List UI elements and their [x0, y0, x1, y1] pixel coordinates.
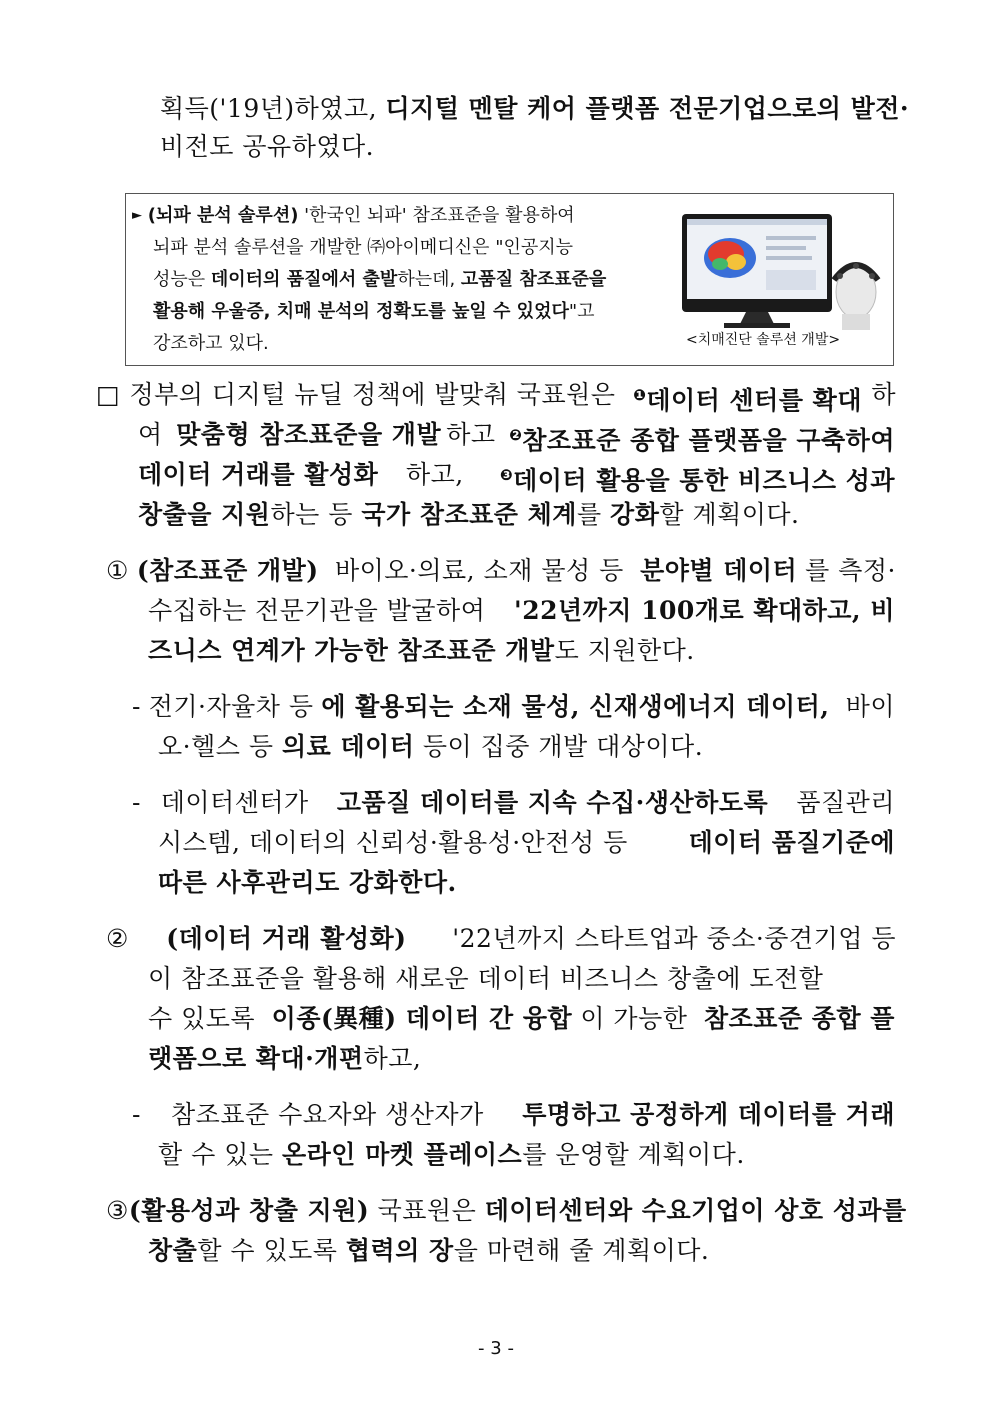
dash-text: 참조표준 수요자와 생산자가	[171, 1100, 493, 1129]
main-emphasis: $^❶$데이터 센터를 확대	[633, 386, 862, 415]
main-emphasis: $^❷$참조표준 종합 플랫폼을 구축하여	[509, 426, 895, 455]
section-emphasis: 협력의 장	[345, 1236, 454, 1265]
main-emphasis: $^❸$데이터 활용을 통한 비즈니스 성과	[499, 466, 895, 495]
s2-line-1	[106, 924, 896, 954]
box-text: 성능은	[153, 269, 211, 290]
main-emphasis: 창출을 지원	[138, 500, 271, 529]
circled-number-3: ❸	[499, 466, 514, 484]
s1-dash-2-line-1	[132, 788, 895, 818]
main-line-3	[138, 460, 895, 496]
s2-line-4	[148, 1044, 421, 1074]
dash-text: 시스템, 데이터의 신뢰성·활용성·안전성 등	[158, 828, 637, 857]
main-text: 정부의 디지털 뉴딜 정책에 발맞춰 국표원은	[129, 380, 624, 409]
main-text: 할 계획이다.	[659, 500, 800, 529]
main-text: 하고,	[405, 460, 473, 489]
dash-marker: -	[132, 788, 141, 817]
main-emphasis: 강화	[610, 500, 660, 529]
section-text: 국표원은	[369, 1196, 485, 1225]
section-text: 이 가능한	[580, 1004, 696, 1033]
section-text: 를 측정·	[805, 556, 896, 585]
brain-analysis-solution-image	[674, 210, 884, 335]
box-line-1	[132, 200, 575, 232]
main-line-4	[138, 500, 800, 530]
main-emphasis: 맞춤형 참조표준을 개발	[176, 420, 442, 449]
dash-text: 전기·자율차 등	[148, 692, 314, 721]
main-emphasis: 국가 참조표준 체계	[361, 500, 577, 529]
intro-emphasis: 디지털 멘탈 케어 플랫폼 전문기업으로의 발전·	[385, 94, 910, 123]
section-text: 수 있도록	[148, 1004, 264, 1033]
box-text: 하는데,	[397, 269, 461, 290]
main-line-1	[96, 380, 896, 416]
section-emphasis: 랫폼으로 확대·개편	[148, 1044, 364, 1073]
box-heading: (뇌파 분석 솔루션)	[147, 205, 299, 226]
box-line-3	[153, 264, 606, 296]
main-text: 하는 등	[270, 500, 362, 529]
box-emphasis: 고품질 참조표준을	[460, 269, 607, 290]
main-emphasis: 데이터 거래를 활성화	[138, 460, 379, 489]
section-emphasis: 참조표준 종합 플	[704, 1004, 895, 1033]
section-text: 하고,	[363, 1044, 422, 1073]
dash-text: 품질관리	[787, 788, 895, 817]
dash-emphasis: 의료 데이터	[281, 732, 415, 761]
box-line-4	[153, 296, 595, 328]
box-text: '한국인 뇌파' 참조표준을 활용하여	[298, 205, 575, 226]
s2-dash-1-line-2	[158, 1140, 745, 1170]
dash-text: 데이터센터가	[160, 788, 318, 817]
s3-line-2	[148, 1236, 709, 1266]
main-line-2	[138, 420, 895, 456]
dash-emphasis: 투명하고 공정하게 데이터를 거래	[522, 1100, 895, 1129]
case-study-box	[125, 193, 894, 366]
box-emphasis: 활용해 우울증, 치매 분석의 정확도를 높일 수 있었다	[153, 301, 569, 322]
bullet-triangle-icon: ►	[132, 208, 142, 223]
section-heading: (데이터 거래 활성화)	[166, 924, 407, 953]
main-text: 를	[576, 500, 611, 529]
circled-number-icon: ③	[106, 1196, 129, 1225]
dash-marker: -	[132, 692, 141, 721]
section-emphasis: '22년까지 100개로 확대하고, 비	[514, 596, 895, 625]
intro-line-2: 비전도 공유하였다.	[160, 132, 375, 161]
s1-dash-2-line-3: 따른 사후관리도 강화한다.	[158, 868, 457, 897]
section-emphasis: 분야별 데이터	[640, 556, 798, 585]
circled-number-icon: ①	[106, 556, 129, 585]
section-text: '22년까지 스타트업과 중소·중견기업 등	[443, 924, 896, 953]
main-text: 하	[871, 380, 896, 409]
section-text: 이 참조표준을 활용해 새로운 데이터 비즈니스 창출에 도전할	[148, 964, 824, 993]
intro-text: 획득('19년)하였고,	[160, 94, 386, 123]
page-number: - 3 -	[478, 1338, 514, 1359]
dash-text: 할 수 있는	[158, 1140, 282, 1169]
s1-line-1	[106, 556, 896, 586]
dash-text: 바이	[837, 692, 895, 721]
image-caption: <치매진단 솔루션 개발>	[686, 332, 841, 348]
checkbox-icon: □	[96, 380, 121, 409]
section-emphasis: 이종(異種) 데이터 간 융합	[271, 1004, 573, 1033]
section-text: 할 수 있도록	[197, 1236, 346, 1265]
s1-dash-1-line-1	[132, 692, 895, 722]
main-text: 하고	[446, 420, 504, 449]
s2-dash-1-line-1	[132, 1100, 895, 1130]
s1-dash-1-line-2	[158, 732, 703, 762]
dash-text: 오·헬스 등	[158, 732, 282, 761]
s1-dash-2-line-2	[158, 828, 895, 858]
s1-line-2	[148, 596, 895, 626]
section-heading: (참조표준 개발)	[136, 556, 319, 585]
dash-emphasis: 고품질 데이터를 지속 수집·생산하도록	[336, 788, 769, 817]
circled-number-2: ❷	[509, 426, 523, 444]
main-text: 여	[138, 420, 172, 449]
box-emphasis: 데이터의 품질에서 출발	[210, 269, 398, 290]
section-text: 바이오·의료, 소재 물성 등	[326, 556, 633, 585]
dash-emphasis: 에 활용되는 소재 물성, 신재생에너지 데이터,	[321, 692, 830, 721]
dash-text: 등이 집중 개발 대상이다.	[414, 732, 704, 761]
s1-line-3	[148, 636, 695, 666]
circled-number-1: ❶	[633, 386, 647, 404]
dash-text: 를 운영할 계획이다.	[522, 1140, 745, 1169]
section-emphasis: 데이터센터와 수요기업이 상호 성과를	[484, 1196, 907, 1225]
section-text: 도 지원한다.	[554, 636, 695, 665]
box-text: "고	[568, 301, 595, 322]
s2-line-3	[148, 1004, 895, 1034]
dash-emphasis: 온라인 마켓 플레이스	[281, 1140, 523, 1169]
section-emphasis: 즈니스 연계가 가능한 참조표준 개발	[148, 636, 555, 665]
box-line-2: 뇌파 분석 솔루션을 개발한 ㈜아이메디신은 "인공지능	[153, 237, 574, 258]
section-text: 을 마련해 줄 계획이다.	[453, 1236, 710, 1265]
section-heading: (활용성과 창출 지원)	[128, 1196, 370, 1225]
s2-line-2	[148, 964, 895, 994]
dash-marker: -	[132, 1100, 141, 1129]
box-line-5: 강조하고 있다.	[153, 333, 269, 354]
circled-number-icon: ②	[106, 924, 129, 953]
section-text: 수집하는 전문기관을 발굴하여	[148, 596, 494, 625]
s3-line-1	[106, 1196, 907, 1226]
dash-emphasis: 데이터 품질기준에	[688, 828, 895, 857]
intro-line-1	[160, 94, 910, 124]
section-emphasis: 창출	[148, 1236, 198, 1265]
